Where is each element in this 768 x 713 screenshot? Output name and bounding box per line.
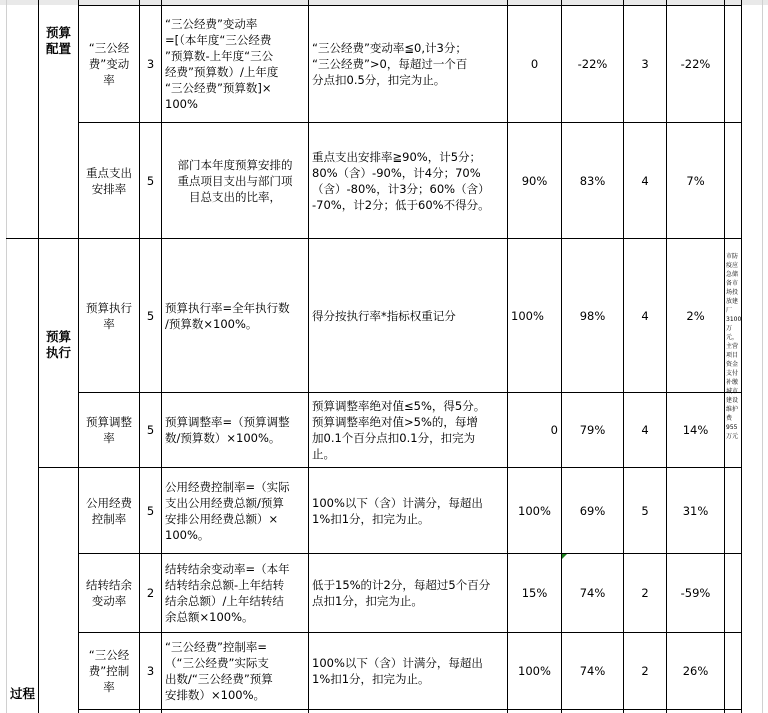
- indicator-definition: 结转结余变动率=（本年 结转结余总额-上年结转 结余总额）/上年结转结 余总额×100%。: [165, 562, 290, 624]
- actual-value: -22%: [577, 57, 608, 71]
- actual-value: 83%: [579, 173, 606, 188]
- scoring-standard: 预算调整率绝对值≤5%，得5分。 预算调整率绝对值>5%的，每增 加0.1个百分点扣0.1分，扣完为 止。: [312, 399, 486, 461]
- grid-line: [762, 0, 763, 713]
- target-value: 0: [550, 423, 558, 437]
- indicator-weight: 3: [146, 664, 155, 678]
- actual-value: 74%: [579, 664, 606, 678]
- score-value: 4: [641, 173, 649, 188]
- score-value: 4: [641, 308, 649, 323]
- deviation-value: 26%: [682, 664, 709, 678]
- target-value: 0: [530, 57, 539, 71]
- actual-value: 69%: [579, 503, 606, 518]
- category-process: 过程: [9, 686, 35, 701]
- indicator-name: “三公经 费”变动 率: [88, 41, 130, 87]
- deviation-value: 7%: [686, 173, 705, 188]
- score-value: 3: [641, 57, 649, 71]
- row-border: [78, 709, 741, 710]
- deviation-value: 2%: [686, 308, 705, 323]
- indicator-definition: “三公经费”控制率= （“三公经费”实际支 出数/“三公经费”预算 安排数）×100%。: [165, 640, 273, 702]
- indicator-definition: “三公经费”变动率 =[（本年度“三公经费 ”预算数-上年度“三公 经费”预算数）/上年度 “三公经费”预算数]× 100%: [165, 17, 279, 111]
- indicator-weight: 5: [146, 503, 155, 518]
- target-value: 100%: [518, 664, 551, 678]
- indicator-weight: 3: [146, 57, 155, 71]
- deviation-value: -22%: [680, 57, 711, 71]
- score-value: 2: [641, 586, 649, 600]
- score-value: 4: [641, 423, 649, 437]
- target-value: 100%: [518, 503, 551, 518]
- actual-value: 98%: [579, 308, 606, 323]
- indicator-weight: 5: [146, 173, 155, 188]
- remark-note: 市防疫应 急储备市 场投放建 厂3100万 元，主营 项目资金 支付补缴 建设 维护费 955万元: [726, 253, 742, 440]
- category-budget-config: 预算 配置: [45, 25, 71, 56]
- deviation-value: -59%: [680, 586, 711, 600]
- scoring-standard: 100%以下（含）计满分，每超出 1%扣1分，扣完为止。: [312, 495, 483, 526]
- indicator-name: 结转结余 变动率: [86, 578, 132, 608]
- indicator-weight: 2: [146, 586, 155, 600]
- indicator-weight: 5: [146, 308, 155, 323]
- scoring-standard: 重点支出安排率≧90%，计5分； 80%（含）-90%，计4分；70% （含）-80%，计3分；60%（含） -70%，计2分；低于60%不得分。: [312, 149, 490, 212]
- deviation-value: 31%: [682, 503, 709, 518]
- scoring-standard: 100%以下（含）计满分，每超出 1%扣1分，扣完为止。: [312, 656, 483, 686]
- category-budget-execution: 预算 执行: [45, 329, 71, 360]
- scoring-standard: 得分按执行率*指标权重记分: [312, 308, 456, 323]
- indicator-definition: 预算执行率=全年执行数 /预算数×100%。: [165, 300, 290, 331]
- indicator-name: 预算执行 率: [86, 300, 132, 331]
- target-value: 100%: [511, 308, 544, 323]
- score-value: 2: [641, 664, 649, 678]
- score-value: 5: [641, 503, 649, 518]
- indicator-definition: 部门本年度预算安排的 重点项目支出与部门项 目总支出的比率，: [177, 157, 293, 204]
- indicator-definition: 预算调整率=（预算调整 数/预算数）×100%。: [165, 415, 290, 445]
- indicator-name: 重点支出 安排率: [86, 165, 132, 196]
- actual-value: 79%: [579, 423, 606, 437]
- grid-line: [6, 0, 7, 713]
- indicator-weight: 5: [146, 423, 155, 437]
- target-value: 90%: [521, 173, 548, 188]
- actual-value: 74%: [579, 586, 606, 600]
- indicator-name: 预算调整 率: [86, 415, 132, 445]
- scoring-standard: “三公经费”变动率≦0,计3分； “三公经费”>0，每超过一个百 分点扣0.5分，扣完为止。: [312, 41, 468, 87]
- scoring-standard: 低于15%的计2分，每超过5个百分 点扣1分，扣完为止。: [312, 578, 491, 608]
- deviation-value: 14%: [682, 423, 709, 437]
- target-value: 15%: [521, 586, 548, 600]
- indicator-name: 公用经费 控制率: [86, 495, 132, 526]
- indicator-definition: 公用经费控制率=（实际 支出公用经费总额/预算 安排公用经费总额）× 100%。: [165, 479, 290, 542]
- indicator-name: “三公经 费”控制 率: [88, 648, 130, 694]
